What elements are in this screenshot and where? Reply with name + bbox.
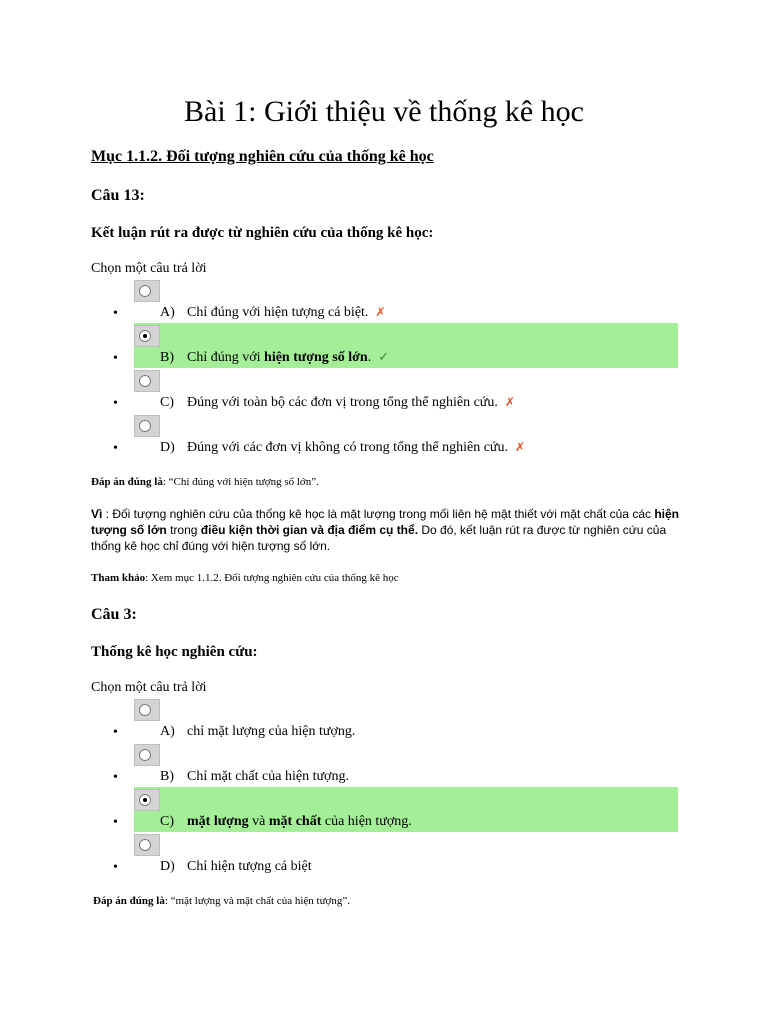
answer-label: Đáp án đúng là	[93, 895, 165, 907]
reference-text: : Xem mục 1.1.2. Đối tượng nghiên cứu của thống kê học	[145, 572, 399, 584]
radio-option-b[interactable]	[134, 744, 160, 766]
option-letter: C)	[160, 814, 174, 829]
bullet: •	[113, 396, 118, 411]
option-a[interactable]	[160, 724, 355, 740]
radio-option-d[interactable]	[134, 415, 160, 437]
bullet: •	[113, 815, 118, 830]
option-letter: B)	[160, 350, 174, 365]
question-number: Câu 13:	[91, 187, 145, 204]
radio-option-c[interactable]	[134, 370, 160, 392]
option-d[interactable]	[160, 440, 525, 456]
option-text: Chỉ hiện tượng cá biệt	[187, 859, 312, 874]
option-text: chỉ mặt lượng của hiện tượng.	[187, 724, 356, 739]
reference-label: Tham khảo	[91, 572, 146, 584]
wrong-mark-icon: ✗	[504, 395, 515, 409]
wrong-mark-icon: ✗	[375, 305, 386, 319]
answer-text: : “mặt lượng và mặt chất của hiện tượng”.	[164, 895, 350, 907]
radio-option-d[interactable]	[134, 834, 160, 856]
bullet: •	[113, 306, 118, 321]
option-letter: C)	[160, 395, 174, 410]
option-text-bold: hiện tượng số lớn	[264, 350, 368, 365]
radio-option-c[interactable]	[134, 789, 160, 811]
wrong-mark-icon: ✗	[515, 440, 526, 454]
option-letter: A)	[160, 724, 175, 739]
check-mark-icon: ✓	[378, 350, 390, 365]
explanation-text: trong	[166, 523, 201, 537]
answer-text: : “Chỉ đúng với hiện tượng số lớn”.	[162, 476, 319, 488]
option-text: Chỉ đúng với	[187, 350, 265, 365]
explanation-text: : Đối tượng nghiên cứu của thống kê học là mặt lượng trong mối liên hệ mật thiết với mặt chất của các	[102, 507, 655, 521]
option-text: Đúng với các đơn vị không có trong tổng thể nghiên cứu.	[187, 440, 509, 455]
bullet: •	[113, 351, 118, 366]
choose-answer-label: Chọn một câu trả lời	[91, 261, 207, 276]
option-text: Chỉ đúng với hiện tượng cá biệt.	[187, 305, 369, 320]
reference-note	[91, 572, 399, 584]
option-text-bold: mặt lượng	[187, 814, 249, 829]
explanation-text: Do đó, kết luận rút ra được từ nghiên cứu của thống kê học chỉ đúng với hiện tượng số lớn.	[91, 523, 667, 553]
bullet: •	[113, 441, 118, 456]
explanation	[91, 506, 681, 554]
page-title: Bài 1: Giới thiệu về thống kê học	[184, 95, 584, 128]
option-c[interactable]	[160, 814, 412, 830]
question-number: Câu 3:	[91, 606, 137, 623]
radio-option-a[interactable]	[134, 280, 160, 302]
option-letter: B)	[160, 769, 174, 784]
option-text: Chỉ mặt chất của hiện tượng.	[187, 769, 349, 784]
option-a[interactable]	[160, 305, 386, 321]
option-letter: A)	[160, 305, 175, 320]
explanation-bold: điều kiện thời gian và địa điểm cụ thể.	[200, 523, 419, 537]
bullet: •	[113, 725, 118, 740]
choose-answer-label: Chọn một câu trả lời	[91, 680, 207, 695]
bullet: •	[113, 860, 118, 875]
question-text: Kết luận rút ra được từ nghiên cứu của thống kê học:	[91, 225, 434, 241]
option-d[interactable]	[160, 859, 312, 875]
radio-option-a[interactable]	[134, 699, 160, 721]
bullet: •	[113, 770, 118, 785]
option-letter: D)	[160, 440, 175, 455]
explanation-label: Vì	[91, 507, 103, 521]
section-heading: Mục 1.1.2. Đối tượng nghiên cứu của thống kê học	[91, 148, 434, 165]
option-text-end: của hiện tượng.	[321, 814, 412, 829]
radio-option-b[interactable]	[134, 325, 160, 347]
option-text: và	[248, 814, 269, 829]
option-c[interactable]	[160, 395, 515, 411]
option-b[interactable]	[160, 350, 389, 366]
option-text-end: .	[367, 350, 372, 365]
correct-answer-note	[93, 895, 350, 907]
option-text: Đúng với toàn bộ các đơn vị trong tổng thể nghiên cứu.	[187, 395, 498, 410]
explanation-bold: hiện tượng số lớn	[91, 507, 679, 537]
answer-label: Đáp án đúng là	[91, 476, 163, 488]
correct-answer-note	[91, 476, 319, 488]
option-letter: D)	[160, 859, 175, 874]
question-text: Thống kê học nghiên cứu:	[91, 644, 258, 660]
option-b[interactable]	[160, 769, 349, 785]
option-text-bold: mặt chất	[268, 814, 322, 829]
